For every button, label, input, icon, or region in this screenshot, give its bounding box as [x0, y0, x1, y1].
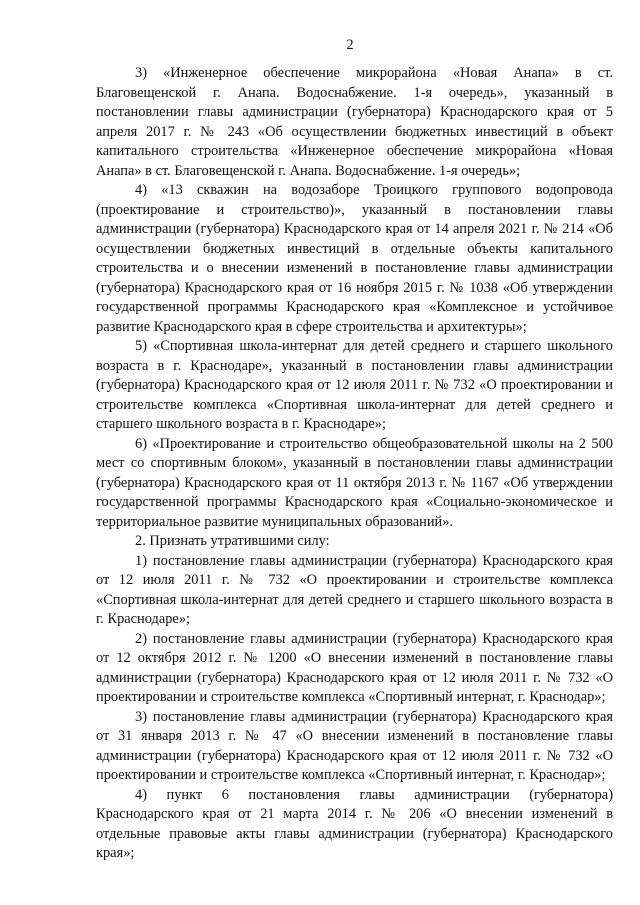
- paragraph-item-4: 4) «13 скважин на водозаборе Троицкого группового водопровода (проектирование и строительство)», указанный в постановлении главы администрации (губернатора) Краснодарского края от 14 апреля 2021 г. № 214 «Об осуществлении бюджетных инвестиций в отдельные объекты капитального строительства и о внесении изменений в постановление главы администрации (губернатора) Краснодарского края от 16 ноября 2015 г. № 1038 «Об утверждении государственной программы Краснодарского края «Комплексное и устойчивое развитие Краснодарского края в сфере строительства и архитектуры»;: [96, 182, 613, 335]
- repealed-item-1: 1) постановление главы администрации (губернатора) Краснодарского края от 12 июля 2011 г. № 732 «О проектировании и строительстве комплекса «Спортивная школа-интернат для детей среднего и старшего школьного возраста в г. Краснодаре»;: [96, 552, 613, 627]
- paragraph-item-3: 3) «Инженерное обеспечение микрорайона «Новая Анапа» в ст. Благовещенской г. Анапа. Водоснабжение. 1-я очередь», указанный в постановлении главы администрации (губернатора) Краснодарского края от 5 апреля 2017 г. № 243 «Об осуществлении бюджетных инвестиций в объект капитального строительства «Инженерное обеспечение микрорайона «Новая Анапа» в ст. Благовещенской г. Анапа. Водоснабжение. 1-я очередь»;: [96, 65, 613, 179]
- repealed-item-3: 3) постановление главы администрации (губернатора) Краснодарского края от 31 января 2013 г. № 47 «О внесении изменений в постановление главы администрации (губернатора) Краснодарского края от 12 июля 2011 г. № 732 «О проектировании и строительстве комплекса «Спортивный интернат, г. Краснодар»;: [96, 708, 613, 783]
- section-2-heading: 2. Признать утратившими силу:: [135, 533, 330, 549]
- page-number: 2: [346, 37, 354, 53]
- paragraph-item-5: 5) «Спортивная школа-интернат для детей среднего и старшего школьного возраста в г. Краснодаре», указанный в постановлении главы администрации (губернатора) Краснодарского края от 12 июля 2011 г. № 732 «О проектировании и строительстве комплекса «Спортивная школа-интернат для детей среднего и старшего школьного возраста в г. Краснодаре»;: [96, 338, 613, 432]
- repealed-item-4: 4) пункт 6 постановления главы администрации (губернатора) Краснодарского края от 21 марта 2014 г. № 206 «О внесении изменений в отдельные правовые акты главы администрации (губернатора) Краснодарского края»;: [96, 786, 613, 861]
- paragraph-item-6: 6) «Проектирование и строительство общеобразовательной школы на 2 500 мест со спортивным блоком», указанный в постановлении главы администрации (губернатора) Краснодарского края от 11 октября 2013 г. № 1167 «Об утверждении государственной программы Краснодарского края «Социально-экономическое и территориальное развитие муниципальных образований».: [96, 435, 613, 530]
- repealed-item-2: 2) постановление главы администрации (губернатора) Краснодарского края от 12 октября 2012 г. № 1200 «О внесении изменений в постановление главы администрации (губернатора) Краснодарского края от 12 июля 2011 г. № 732 «О проектировании и строительстве комплекса «Спортивный интернат, г. Краснодар»;: [96, 630, 613, 705]
- document-body: [96, 64, 613, 864]
